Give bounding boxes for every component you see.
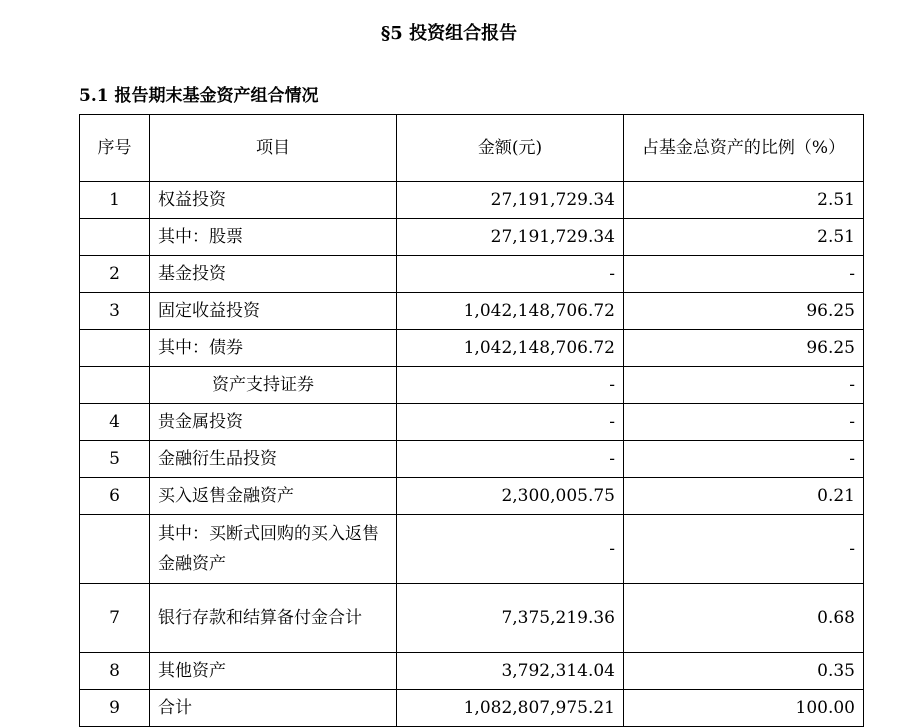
header-no: 序号 bbox=[80, 115, 150, 182]
row-item: 其中：股票 bbox=[150, 219, 397, 256]
row-no: 4 bbox=[80, 404, 150, 441]
asset-portfolio-table bbox=[79, 114, 864, 727]
sub-title: 5.1 报告期末基金资产组合情况 bbox=[79, 86, 319, 106]
header-amount: 金额(元) bbox=[397, 115, 624, 182]
row-ratio: 96.25 bbox=[624, 293, 864, 330]
table-row bbox=[80, 330, 864, 367]
row-no bbox=[80, 515, 150, 584]
row-item: 银行存款和结算备付金合计 bbox=[150, 584, 397, 653]
row-no: 9 bbox=[80, 690, 150, 727]
table-row bbox=[80, 367, 864, 404]
row-ratio: - bbox=[624, 515, 864, 584]
row-ratio: - bbox=[624, 256, 864, 293]
row-item: 金融衍生品投资 bbox=[150, 441, 397, 478]
row-no bbox=[80, 219, 150, 256]
table-row bbox=[80, 515, 864, 584]
row-ratio: 0.35 bbox=[624, 653, 864, 690]
table-row bbox=[80, 256, 864, 293]
section-title: §5 投资组合报告 bbox=[380, 23, 518, 44]
row-amount: 2,300,005.75 bbox=[397, 478, 624, 515]
row-item: 其他资产 bbox=[150, 653, 397, 690]
row-ratio: - bbox=[624, 367, 864, 404]
row-item: 其中：债券 bbox=[150, 330, 397, 367]
header-item: 项目 bbox=[150, 115, 397, 182]
table-row bbox=[80, 441, 864, 478]
row-no: 3 bbox=[80, 293, 150, 330]
row-amount: 3,792,314.04 bbox=[397, 653, 624, 690]
table-row bbox=[80, 478, 864, 515]
row-amount: 1,042,148,706.72 bbox=[397, 330, 624, 367]
row-no bbox=[80, 330, 150, 367]
row-ratio: 0.68 bbox=[624, 584, 864, 653]
row-amount: - bbox=[397, 256, 624, 293]
row-item: 基金投资 bbox=[150, 256, 397, 293]
row-item: 合计 bbox=[150, 690, 397, 727]
row-ratio: 2.51 bbox=[624, 219, 864, 256]
table-row-total bbox=[80, 690, 864, 727]
row-no: 6 bbox=[80, 478, 150, 515]
row-no: 5 bbox=[80, 441, 150, 478]
row-ratio: - bbox=[624, 404, 864, 441]
row-ratio: - bbox=[624, 441, 864, 478]
row-amount: 1,042,148,706.72 bbox=[397, 293, 624, 330]
table-row bbox=[80, 653, 864, 690]
row-item: 固定收益投资 bbox=[150, 293, 397, 330]
row-no: 2 bbox=[80, 256, 150, 293]
row-item: 买入返售金融资产 bbox=[150, 478, 397, 515]
table-row bbox=[80, 584, 864, 653]
table-row bbox=[80, 404, 864, 441]
row-item: 贵金属投资 bbox=[150, 404, 397, 441]
row-item: 资产支持证券 bbox=[150, 367, 397, 404]
row-amount: - bbox=[397, 441, 624, 478]
row-item: 权益投资 bbox=[150, 182, 397, 219]
row-ratio: 2.51 bbox=[624, 182, 864, 219]
row-amount: 1,082,807,975.21 bbox=[397, 690, 624, 727]
row-no: 1 bbox=[80, 182, 150, 219]
row-no bbox=[80, 367, 150, 404]
row-amount: - bbox=[397, 404, 624, 441]
row-amount: 27,191,729.34 bbox=[397, 182, 624, 219]
row-ratio: 0.21 bbox=[624, 478, 864, 515]
table-row bbox=[80, 219, 864, 256]
table-row bbox=[80, 182, 864, 219]
row-no: 7 bbox=[80, 584, 150, 653]
row-amount: - bbox=[397, 367, 624, 404]
row-item: 其中：买断式回购的买入返售金融资产 bbox=[150, 515, 397, 584]
row-no: 8 bbox=[80, 653, 150, 690]
table-row bbox=[80, 293, 864, 330]
row-amount: 7,375,219.36 bbox=[397, 584, 624, 653]
header-ratio: 占基金总资产的比例（%） bbox=[624, 115, 864, 182]
row-amount: 27,191,729.34 bbox=[397, 219, 624, 256]
row-ratio: 96.25 bbox=[624, 330, 864, 367]
row-amount: - bbox=[397, 515, 624, 584]
table-header-row bbox=[80, 115, 864, 182]
row-ratio: 100.00 bbox=[624, 690, 864, 727]
